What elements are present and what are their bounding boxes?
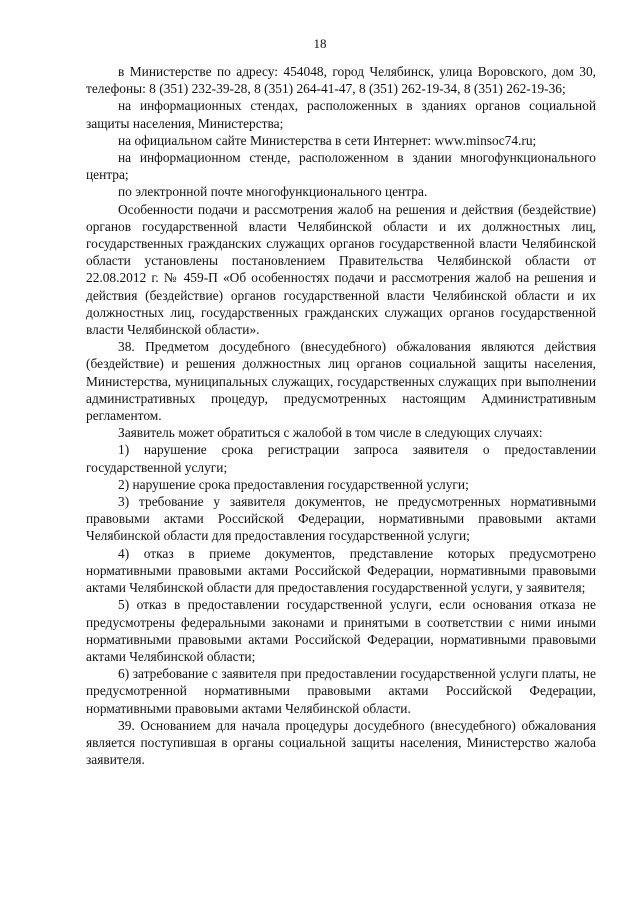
document-body [86,63,596,768]
paragraph-item-39: 39. Основанием для начала процедуры досудебного (внесудебного) обжалования является поступившая в органы социальной защиты населения, Министерство жалоба заявителя. [86,717,596,768]
list-item-case-2: 2) нарушение срока предоставления государственной услуги; [118,476,469,492]
paragraph-applicant-cases: Заявитель может обратиться с жалобой в том числе в следующих случаях: [118,425,543,441]
paragraph-item-38: 38. Предметом досудебного (внесудебного) обжалования являются действия (бездействие) и решения должностных лиц органов социальной защиты населения, Министерства, муниципальных служащих, государственных служащих при выполнении административных процедур, предусмотренных настоящим Административным регламентом. [86,339,596,424]
paragraph-complaint-features: Особенности подачи и рассмотрения жалоб на решения и действия (бездействие) органов государственной власти Челябинской области и их должностных лиц, государственных гражданских служащих органов государственной власти Челябинской области установлены постановлением Правительства Челябинской области от 22.08.2012 г. № 459-П «Об особенностях подачи и рассмотрения жалоб на решения и действия (бездействие) органов государственной власти Челябинской области и их должностных лиц, государственных гражданских служащих органов государственной власти Челябинской области». [86,201,596,338]
paragraph-mfc-stand: на информационном стенде, расположенном в здании многофункционального центра; [86,150,596,183]
paragraph-info-stands: на информационных стендах, расположенных в зданиях органов социальной защиты населения, Министерства; [86,98,596,131]
page-number: 18 [313,36,327,51]
paragraph-official-site: на официальном сайте Министерства в сети Интернет: www.minsoc74.ru; [118,132,537,148]
list-item-case-6: 6) затребование с заявителя при предоставлении государственной услуги платы, не предусмотренной нормативными правовыми актами Российской Федерации, нормативными правовыми актами Челябинской области. [86,666,596,716]
list-item-case-5: 5) отказ в предоставлении государственной услуги, если основания отказа не предусмотрены федеральными законами и принятыми в соответствии с ними иными нормативными правовыми актами Российской Федерации, нормативными правовыми актами Челябинской области; [86,597,596,664]
paragraph-ministry-address: в Министерстве по адресу: 454048, город Челябинск, улица Воровского, дом 30, телефоны: 8 (351) 232-39-28, 8 (351) 264-41-47, 8 (351) 262-19-34, 8 (351) 262-19-36; [86,64,596,97]
list-item-case-4: 4) отказ в приеме документов, представление которых предусмотрено нормативными правовыми актами Российской Федерации, нормативными правовыми актами Челябинской области для предоставления государственной услуги, у заявителя; [86,545,596,596]
list-item-case-1: 1) нарушение срока регистрации запроса заявителя о предоставлении государственной услуги; [86,442,596,475]
list-item-case-3: 3) требование у заявителя документов, не предусмотренных нормативными правовыми актами Российской Федерации, нормативными правовыми актами Челябинской области для предоставления государственной услуги; [86,494,596,544]
paragraph-mfc-email: по электронной почте многофункционального центра. [118,184,428,200]
